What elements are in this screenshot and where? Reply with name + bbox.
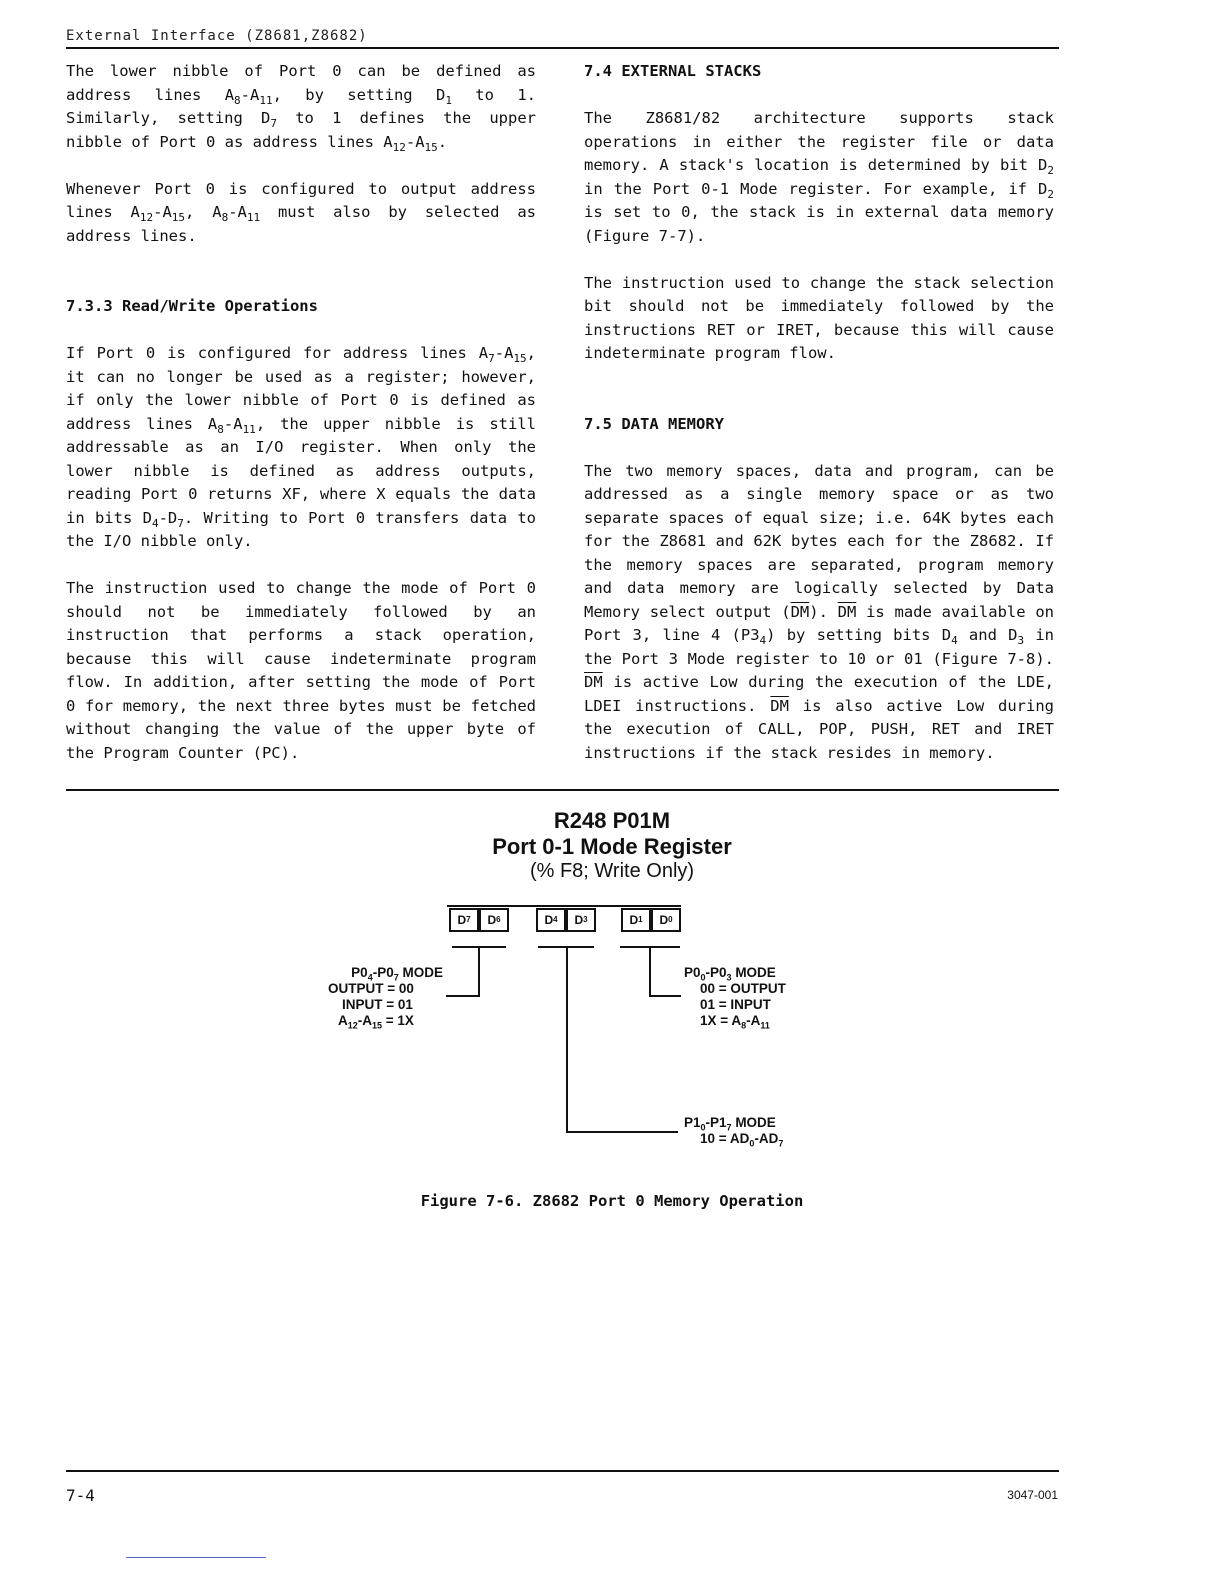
left-paragraph-4: The instruction used to change the mode of Port 0 should not be immediately followed by an instruction that performs a stack operation, because this will cause indeterminate program flow. In addition, after setting the mode of Port 0 for memory, the next three bytes must be fetched without changing the value of the upper byte of the Program Counter (PC). <box>66 579 536 762</box>
dm-signal: $\overline{DM}$ <box>770 696 789 715</box>
running-head: External Interface (Z8681,Z8682) <box>66 28 368 44</box>
section-heading-7-4: 7.4 EXTERNAL STACKS <box>584 62 762 80</box>
left-paragraph-2: Whenever Port 0 is configured to output address lines $A_{12}-A_{15}$, $A_8-A_{11}$ must also by selected as address lines. <box>66 179 537 245</box>
figure-register-title: Port 0-1 Mode Register <box>492 834 732 859</box>
document-number: 3047-001 <box>1007 1488 1058 1502</box>
right-column <box>584 60 1054 789</box>
bit-d3: D 3 <box>566 908 596 932</box>
connector-left <box>478 946 480 996</box>
figure-register-name: R248 P01M <box>553 808 671 833</box>
page-number: 7-4 <box>66 1486 95 1505</box>
p0-lower-mode-label: $P0_0-P0_3$ MODE 00 = OUTPUT 01 = INPUT $1X = A_8-A_{11}$ <box>684 965 786 1031</box>
section-heading-7-5: 7.5 DATA MEMORY <box>584 414 724 433</box>
connector-left-tail <box>446 995 480 997</box>
section-heading-7-3-3: 7.3.3 Read/Write Operations <box>66 297 318 315</box>
figure-rule <box>66 789 1059 791</box>
figure-caption: Figure 7-6. Z8682 Port 0 Memory Operation <box>420 1192 804 1210</box>
header-rule <box>66 47 1059 49</box>
dm-signal: $\overline{DM}$ <box>837 602 857 621</box>
left-paragraph-3: If Port 0 is configured for address lines $A_7-A_{15}$, it can no longer be used as a register; however, if only the lower nibble of Port 0 is defined as address lines $A_8-A_{11}$, the upper nibble is still addressable as an I/O register. When only the lower nibble is defined as address outputs, reading Port 0 returns XF, where X equals the data in bits $D_4-D_7$. Writing to Port 0 transfers data to the I/O nibble only. <box>66 344 536 550</box>
footer-rule <box>66 1470 1059 1472</box>
connector-right-tail <box>649 995 681 997</box>
right-paragraph-1: The Z8681/82 architecture supports stack operations in either the register file or data memory. A stack's location is determined by bit $D_2$ in the Port 0-1 Mode register. For example, if $D_2$ is set to 0, the stack is in external data memory (Figure 7-7). <box>584 109 1054 245</box>
right-paragraph-2: The instruction used to change the stack selection bit should not be immediately followed by the instructions RET or IRET, because this will cause indeterminate program flow. <box>584 273 1054 362</box>
right-paragraph-3: The two memory spaces, data and program, can be addressed as a single memory space or as two separate spaces of equal size; i.e. 64K bytes each for the Z8681 and 62K bytes each for the Z8682. If the memory spaces are separated, program memory and data memory are logically selected by Data Memory select output $(\overline{DM})$. $\overline{DM}$ is made available on Port 3, line 4 $(P3_4)$ by setting bits $D_4$ and $D_3$ in the Port 3 Mode register to 10 or 01 (Figure 7-8). $\overline{DM}$ is active Low during the execution of the LDE, LDEI instructions. $\overline{DM}$ is also active Low during the execution of CALL, POP, PUSH, RET and IRET instructions if the stack resides in memory. <box>584 461 1054 762</box>
connector-right <box>649 946 651 996</box>
left-column <box>66 60 536 789</box>
p0-upper-mode-label: $P0_4-P0_7$ MODE <box>351 965 443 983</box>
dm-signal: $\overline{DM}$ <box>584 673 603 691</box>
bit-d6: D 6 <box>479 908 509 932</box>
bit-d0: D 0 <box>651 908 681 932</box>
connector-bottom <box>566 946 568 1132</box>
connector-bottom-tail <box>566 1131 678 1133</box>
figure-register-address: (% F8; Write Only) <box>529 860 695 882</box>
dm-signal: $\overline{DM}$ <box>790 602 810 621</box>
bit-d7: D 7 <box>449 908 479 932</box>
bit-d1: D 1 <box>621 908 651 932</box>
register-outline-top <box>447 905 681 907</box>
p0-upper-mode-values: OUTPUT = 00 INPUT = 01 $A_{12}-A_{15} = 1X$ <box>328 981 414 1031</box>
left-paragraph-1: The lower nibble of Port 0 can be defined as address lines $A_8-A_{11}$, by setting $D_1$ to 1. Similarly, setting $D_7$ to 1 defines the upper nibble of Port 0 as address lines $A_{12}-A_{15}$. <box>66 62 536 154</box>
scan-artifact-line <box>126 1557 266 1558</box>
p1-mode-label: $P1_0-P1_7$ MODE $10 = AD_0-AD_7$ <box>684 1115 784 1149</box>
bit-d4: D 4 <box>536 908 566 932</box>
